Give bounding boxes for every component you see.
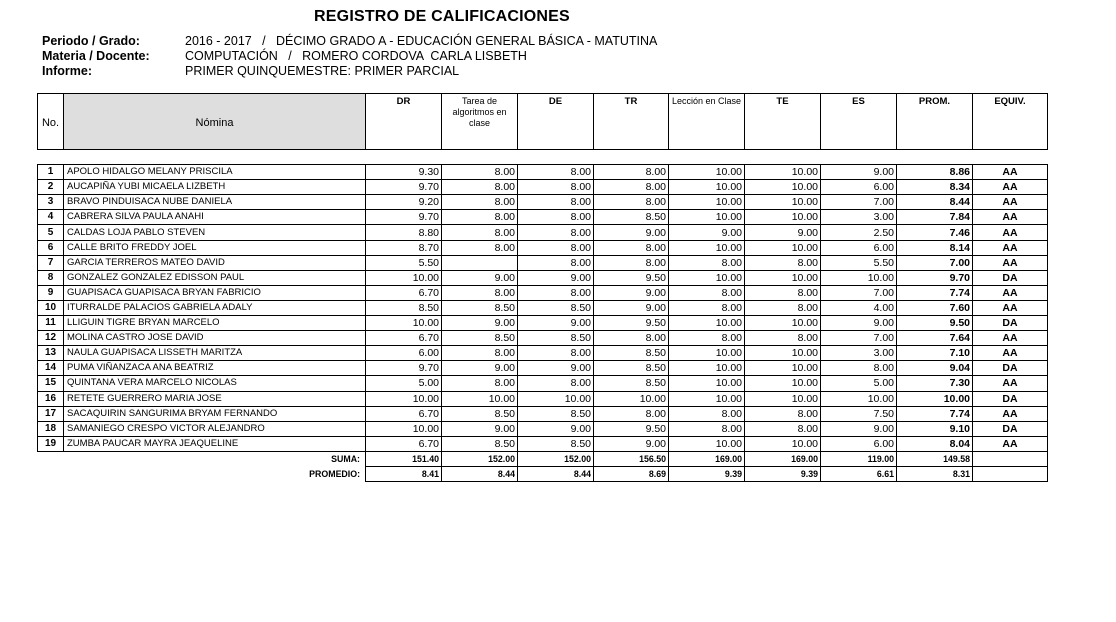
cell-dr: 10.00 — [366, 421, 442, 436]
promedio-tarea: 8.44 — [442, 466, 518, 481]
header-dr: DR — [366, 94, 442, 150]
cell-dr: 6.70 — [366, 331, 442, 346]
cell-tarea: 8.00 — [442, 346, 518, 361]
header-leccion: Lección en Clase — [669, 94, 745, 150]
cell-name: SAMANIEGO CRESPO VICTOR ALEJANDRO — [64, 421, 366, 436]
cell-tr: 8.00 — [594, 331, 669, 346]
cell-es: 4.00 — [821, 300, 897, 315]
cell-equiv: AA — [973, 240, 1048, 255]
cell-es: 7.00 — [821, 331, 897, 346]
cell-te: 8.00 — [745, 406, 821, 421]
cell-dr: 8.80 — [366, 225, 442, 240]
cell-equiv: DA — [973, 391, 1048, 406]
cell-no: 4 — [38, 210, 64, 225]
cell-equiv: AA — [973, 210, 1048, 225]
cell-dr: 5.00 — [366, 376, 442, 391]
promedio-es: 6.61 — [821, 466, 897, 481]
spacer-cell — [38, 150, 1048, 165]
table-row — [38, 195, 1048, 210]
cell-dr: 6.00 — [366, 346, 442, 361]
cell-te: 8.00 — [745, 300, 821, 315]
cell-tarea: 8.00 — [442, 285, 518, 300]
cell-tr: 8.50 — [594, 210, 669, 225]
cell-de: 8.00 — [518, 255, 594, 270]
cell-de: 8.00 — [518, 285, 594, 300]
cell-prom: 10.00 — [897, 391, 973, 406]
table-row — [38, 180, 1048, 195]
cell-equiv: AA — [973, 300, 1048, 315]
table-row — [38, 376, 1048, 391]
cell-no: 16 — [38, 391, 64, 406]
periodo-value: 2016 - 2017 / DÉCIMO GRADO A - EDUCACIÓN GENERAL BÁSICA - MATUTINA — [185, 34, 658, 48]
cell-dr: 9.70 — [366, 361, 442, 376]
cell-dr: 8.50 — [366, 300, 442, 315]
cell-name: APOLO HIDALGO MELANY PRISCILA — [64, 165, 366, 180]
table-row — [38, 331, 1048, 346]
cell-name: PUMA VIÑANZACA ANA BEATRIZ — [64, 361, 366, 376]
cell-dr: 9.30 — [366, 165, 442, 180]
cell-no: 14 — [38, 361, 64, 376]
promedio-row — [38, 466, 1048, 481]
cell-de: 10.00 — [518, 391, 594, 406]
cell-leccion: 8.00 — [669, 300, 745, 315]
cell-de: 8.00 — [518, 180, 594, 195]
cell-dr: 6.70 — [366, 436, 442, 451]
cell-no: 8 — [38, 270, 64, 285]
cell-tr: 9.50 — [594, 421, 669, 436]
promedio-prom: 8.31 — [897, 466, 973, 481]
cell-name: RETETE GUERRERO MARIA JOSE — [64, 391, 366, 406]
table-row — [38, 225, 1048, 240]
cell-prom: 8.14 — [897, 240, 973, 255]
cell-te: 10.00 — [745, 240, 821, 255]
cell-tr: 8.50 — [594, 376, 669, 391]
cell-es: 6.00 — [821, 180, 897, 195]
cell-de: 9.00 — [518, 361, 594, 376]
grades-table — [37, 93, 1048, 482]
suma-leccion: 169.00 — [669, 451, 745, 466]
cell-te: 10.00 — [745, 391, 821, 406]
promedio-tr: 8.69 — [594, 466, 669, 481]
cell-dr: 9.70 — [366, 210, 442, 225]
cell-prom: 7.64 — [897, 331, 973, 346]
cell-tarea: 8.50 — [442, 300, 518, 315]
periodo-label: Periodo / Grado: — [42, 34, 140, 48]
cell-tr: 8.00 — [594, 180, 669, 195]
suma-tr: 156.50 — [594, 451, 669, 466]
cell-name: MOLINA CASTRO JOSE DAVID — [64, 331, 366, 346]
cell-de: 8.00 — [518, 376, 594, 391]
cell-name: LLIGUIN TIGRE BRYAN MARCELO — [64, 316, 366, 331]
cell-no: 15 — [38, 376, 64, 391]
cell-tarea: 9.00 — [442, 421, 518, 436]
table-row — [38, 300, 1048, 315]
cell-dr: 5.50 — [366, 255, 442, 270]
cell-leccion: 10.00 — [669, 210, 745, 225]
cell-leccion: 10.00 — [669, 180, 745, 195]
suma-es: 119.00 — [821, 451, 897, 466]
cell-equiv: AA — [973, 180, 1048, 195]
cell-te: 10.00 — [745, 180, 821, 195]
cell-dr: 9.70 — [366, 180, 442, 195]
report-title: REGISTRO DE CALIFICACIONES — [314, 8, 570, 25]
promedio-te: 9.39 — [745, 466, 821, 481]
table-row — [38, 316, 1048, 331]
cell-no: 2 — [38, 180, 64, 195]
cell-leccion: 10.00 — [669, 376, 745, 391]
cell-leccion: 8.00 — [669, 285, 745, 300]
cell-tarea: 8.00 — [442, 376, 518, 391]
table-row — [38, 285, 1048, 300]
table-row — [38, 391, 1048, 406]
cell-leccion: 8.00 — [669, 331, 745, 346]
cell-dr: 8.70 — [366, 240, 442, 255]
cell-no: 13 — [38, 346, 64, 361]
table-row — [38, 240, 1048, 255]
header-tarea: Tarea de algoritmos en clase — [442, 94, 518, 150]
suma-de: 152.00 — [518, 451, 594, 466]
cell-equiv: DA — [973, 361, 1048, 376]
cell-name: GUAPISACA GUAPISACA BRYAN FABRICIO — [64, 285, 366, 300]
cell-tarea: 8.00 — [442, 180, 518, 195]
cell-te: 10.00 — [745, 210, 821, 225]
cell-es: 6.00 — [821, 436, 897, 451]
cell-no: 11 — [38, 316, 64, 331]
table-row — [38, 436, 1048, 451]
cell-prom: 8.86 — [897, 165, 973, 180]
cell-equiv: AA — [973, 255, 1048, 270]
header-te: TE — [745, 94, 821, 150]
cell-name: CABRERA SILVA PAULA ANAHI — [64, 210, 366, 225]
cell-equiv: AA — [973, 346, 1048, 361]
cell-equiv: DA — [973, 316, 1048, 331]
cell-es: 8.00 — [821, 361, 897, 376]
table-row — [38, 165, 1048, 180]
cell-name: ZUMBA PAUCAR MAYRA JEAQUELINE — [64, 436, 366, 451]
cell-name: GARCIA TERREROS MATEO DAVID — [64, 255, 366, 270]
cell-dr: 6.70 — [366, 285, 442, 300]
header-nomina: Nómina — [64, 94, 366, 150]
cell-de: 8.00 — [518, 240, 594, 255]
cell-te: 10.00 — [745, 316, 821, 331]
cell-equiv: AA — [973, 165, 1048, 180]
header-es: ES — [821, 94, 897, 150]
cell-es: 6.00 — [821, 240, 897, 255]
suma-row — [38, 451, 1048, 466]
header-prom: PROM. — [897, 94, 973, 150]
cell-es: 7.50 — [821, 406, 897, 421]
table-row — [38, 270, 1048, 285]
table-row — [38, 210, 1048, 225]
cell-tarea: 8.00 — [442, 165, 518, 180]
cell-te: 10.00 — [745, 195, 821, 210]
cell-name: NAULA GUAPISACA LISSETH MARITZA — [64, 346, 366, 361]
cell-de: 8.00 — [518, 165, 594, 180]
cell-prom: 7.30 — [897, 376, 973, 391]
promedio-label: PROMEDIO: — [309, 468, 360, 479]
cell-es: 7.00 — [821, 285, 897, 300]
table-row — [38, 346, 1048, 361]
cell-leccion: 10.00 — [669, 195, 745, 210]
header-row — [38, 94, 1048, 150]
cell-tr: 9.50 — [594, 316, 669, 331]
cell-te: 8.00 — [745, 421, 821, 436]
cell-leccion: 10.00 — [669, 316, 745, 331]
cell-tr: 9.00 — [594, 225, 669, 240]
cell-no: 7 — [38, 255, 64, 270]
suma-label: SUMA: — [331, 454, 360, 465]
cell-dr: 10.00 — [366, 316, 442, 331]
promedio-leccion: 9.39 — [669, 466, 745, 481]
cell-name: CALDAS LOJA PABLO STEVEN — [64, 225, 366, 240]
table-row — [38, 421, 1048, 436]
cell-prom: 7.10 — [897, 346, 973, 361]
cell-leccion: 10.00 — [669, 346, 745, 361]
cell-no: 1 — [38, 165, 64, 180]
header-tr: TR — [594, 94, 669, 150]
cell-tarea — [442, 255, 518, 270]
cell-prom: 8.44 — [897, 195, 973, 210]
cell-equiv: DA — [973, 421, 1048, 436]
cell-no: 17 — [38, 406, 64, 421]
materia-value: COMPUTACIÓN / ROMERO CORDOVA CARLA LISBETH — [185, 49, 527, 63]
cell-equiv: AA — [973, 195, 1048, 210]
cell-prom: 9.10 — [897, 421, 973, 436]
suma-equiv — [973, 451, 1048, 466]
cell-es: 9.00 — [821, 165, 897, 180]
cell-name: QUINTANA VERA MARCELO NICOLAS — [64, 376, 366, 391]
cell-de: 8.00 — [518, 225, 594, 240]
cell-equiv: AA — [973, 285, 1048, 300]
cell-de: 8.00 — [518, 210, 594, 225]
cell-tr: 8.00 — [594, 195, 669, 210]
suma-prom: 149.58 — [897, 451, 973, 466]
cell-name: BRAVO PINDUISACA NUBE DANIELA — [64, 195, 366, 210]
cell-de: 8.00 — [518, 195, 594, 210]
cell-prom: 7.74 — [897, 406, 973, 421]
promedio-de: 8.44 — [518, 466, 594, 481]
cell-prom: 7.00 — [897, 255, 973, 270]
header-spacer — [38, 150, 1048, 165]
materia-label: Materia / Docente: — [42, 49, 150, 63]
cell-te: 9.00 — [745, 225, 821, 240]
report-meta — [42, 34, 657, 79]
cell-te: 10.00 — [745, 361, 821, 376]
cell-es: 5.50 — [821, 255, 897, 270]
cell-dr: 9.20 — [366, 195, 442, 210]
cell-equiv: DA — [973, 270, 1048, 285]
suma-tarea: 152.00 — [442, 451, 518, 466]
cell-equiv: AA — [973, 225, 1048, 240]
cell-te: 10.00 — [745, 346, 821, 361]
cell-name: ITURRALDE PALACIOS GABRIELA ADALY — [64, 300, 366, 315]
table-row — [38, 255, 1048, 270]
cell-name: CALLE BRITO FREDDY JOEL — [64, 240, 366, 255]
meta-periodo — [42, 34, 657, 49]
cell-tarea: 8.50 — [442, 331, 518, 346]
meta-informe — [42, 64, 657, 79]
cell-tr: 9.00 — [594, 300, 669, 315]
cell-no: 6 — [38, 240, 64, 255]
cell-te: 10.00 — [745, 436, 821, 451]
cell-tr: 8.00 — [594, 406, 669, 421]
cell-te: 8.00 — [745, 331, 821, 346]
cell-tarea: 10.00 — [442, 391, 518, 406]
informe-value: PRIMER QUINQUEMESTRE: PRIMER PARCIAL — [185, 64, 460, 78]
header-equiv: EQUIV. — [973, 94, 1048, 150]
cell-tr: 8.00 — [594, 165, 669, 180]
cell-tarea: 8.00 — [442, 225, 518, 240]
cell-es: 9.00 — [821, 421, 897, 436]
promedio-equiv — [973, 466, 1048, 481]
cell-no: 18 — [38, 421, 64, 436]
cell-leccion: 10.00 — [669, 165, 745, 180]
cell-tarea: 8.00 — [442, 240, 518, 255]
cell-dr: 10.00 — [366, 270, 442, 285]
cell-name: SACAQUIRIN SANGURIMA BRYAM FERNANDO — [64, 406, 366, 421]
cell-de: 9.00 — [518, 270, 594, 285]
cell-leccion: 10.00 — [669, 270, 745, 285]
cell-leccion: 8.00 — [669, 406, 745, 421]
cell-name: AUCAPIÑA YUBI MICAELA LIZBETH — [64, 180, 366, 195]
cell-tarea: 8.50 — [442, 436, 518, 451]
cell-leccion: 9.00 — [669, 225, 745, 240]
cell-equiv: AA — [973, 331, 1048, 346]
cell-tr: 9.00 — [594, 285, 669, 300]
table-row — [38, 361, 1048, 376]
cell-es: 7.00 — [821, 195, 897, 210]
cell-es: 2.50 — [821, 225, 897, 240]
cell-tr: 9.00 — [594, 436, 669, 451]
cell-prom: 8.04 — [897, 436, 973, 451]
cell-prom: 9.70 — [897, 270, 973, 285]
meta-materia — [42, 49, 657, 64]
cell-prom: 7.74 — [897, 285, 973, 300]
cell-tr: 8.00 — [594, 255, 669, 270]
cell-tr: 10.00 — [594, 391, 669, 406]
cell-leccion: 10.00 — [669, 391, 745, 406]
cell-no: 10 — [38, 300, 64, 315]
cell-de: 8.50 — [518, 300, 594, 315]
cell-es: 5.00 — [821, 376, 897, 391]
cell-prom: 9.50 — [897, 316, 973, 331]
cell-es: 10.00 — [821, 391, 897, 406]
cell-prom: 9.04 — [897, 361, 973, 376]
cell-prom: 7.60 — [897, 300, 973, 315]
cell-tarea: 8.00 — [442, 195, 518, 210]
cell-tr: 8.50 — [594, 346, 669, 361]
cell-no: 9 — [38, 285, 64, 300]
cell-no: 12 — [38, 331, 64, 346]
cell-tarea: 9.00 — [442, 270, 518, 285]
cell-equiv: AA — [973, 406, 1048, 421]
cell-es: 3.00 — [821, 210, 897, 225]
cell-prom: 7.46 — [897, 225, 973, 240]
cell-tarea: 8.50 — [442, 406, 518, 421]
cell-te: 10.00 — [745, 376, 821, 391]
cell-te: 8.00 — [745, 255, 821, 270]
cell-tr: 8.50 — [594, 361, 669, 376]
cell-leccion: 10.00 — [669, 361, 745, 376]
cell-es: 9.00 — [821, 316, 897, 331]
cell-equiv: AA — [973, 436, 1048, 451]
cell-es: 3.00 — [821, 346, 897, 361]
cell-de: 9.00 — [518, 421, 594, 436]
cell-de: 8.50 — [518, 331, 594, 346]
table-row — [38, 406, 1048, 421]
cell-no: 5 — [38, 225, 64, 240]
promedio-dr: 8.41 — [366, 466, 442, 481]
cell-leccion: 10.00 — [669, 240, 745, 255]
header-de: DE — [518, 94, 594, 150]
header-no: No. — [38, 94, 64, 150]
cell-prom: 7.84 — [897, 210, 973, 225]
cell-name: GONZALEZ GONZALEZ EDISSON PAUL — [64, 270, 366, 285]
cell-leccion: 8.00 — [669, 255, 745, 270]
cell-tarea: 8.00 — [442, 210, 518, 225]
cell-no: 19 — [38, 436, 64, 451]
cell-dr: 6.70 — [366, 406, 442, 421]
cell-de: 8.00 — [518, 346, 594, 361]
cell-de: 8.50 — [518, 406, 594, 421]
informe-label: Informe: — [42, 64, 92, 78]
cell-de: 9.00 — [518, 316, 594, 331]
cell-tarea: 9.00 — [442, 361, 518, 376]
cell-tarea: 9.00 — [442, 316, 518, 331]
cell-prom: 8.34 — [897, 180, 973, 195]
cell-equiv: AA — [973, 376, 1048, 391]
cell-leccion: 10.00 — [669, 436, 745, 451]
cell-tr: 8.00 — [594, 240, 669, 255]
suma-dr: 151.40 — [366, 451, 442, 466]
cell-leccion: 8.00 — [669, 421, 745, 436]
cell-te: 8.00 — [745, 285, 821, 300]
cell-tr: 9.50 — [594, 270, 669, 285]
cell-es: 10.00 — [821, 270, 897, 285]
cell-te: 10.00 — [745, 270, 821, 285]
cell-dr: 10.00 — [366, 391, 442, 406]
suma-te: 169.00 — [745, 451, 821, 466]
cell-no: 3 — [38, 195, 64, 210]
cell-de: 8.50 — [518, 436, 594, 451]
cell-te: 10.00 — [745, 165, 821, 180]
